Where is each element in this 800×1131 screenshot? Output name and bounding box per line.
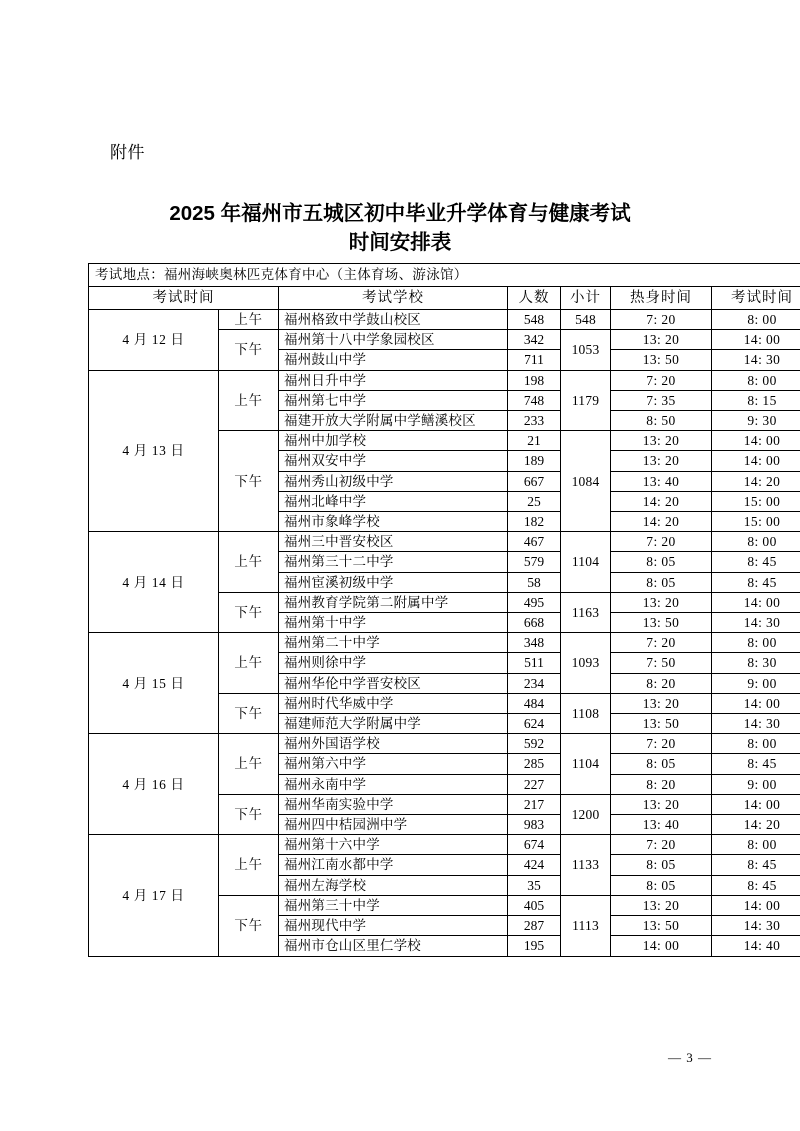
session-period-cell: 上午 bbox=[219, 835, 279, 896]
school-name-cell: 福州日升中学 bbox=[279, 370, 508, 390]
session-period-cell: 上午 bbox=[219, 633, 279, 694]
subtotal-cell: 1179 bbox=[561, 370, 611, 431]
school-name-cell: 福州第十六中学 bbox=[279, 835, 508, 855]
school-name-cell: 福建开放大学附属中学鳝溪校区 bbox=[279, 411, 508, 431]
test-time-cell: 8: 45 bbox=[712, 754, 800, 774]
test-time-cell: 14: 30 bbox=[712, 350, 800, 370]
school-name-cell: 福建师范大学附属中学 bbox=[279, 714, 508, 734]
warmup-time-cell: 13: 50 bbox=[611, 350, 712, 370]
test-time-cell: 9: 00 bbox=[712, 673, 800, 693]
headcount-cell: 182 bbox=[508, 512, 561, 532]
warmup-time-cell: 8: 05 bbox=[611, 875, 712, 895]
headcount-cell: 58 bbox=[508, 572, 561, 592]
test-time-cell: 14: 00 bbox=[712, 592, 800, 612]
subtotal-cell: 1053 bbox=[561, 330, 611, 370]
warmup-time-cell: 8: 05 bbox=[611, 754, 712, 774]
headcount-cell: 667 bbox=[508, 471, 561, 491]
test-time-cell: 8: 00 bbox=[712, 310, 800, 330]
school-name-cell: 福州市象峰学校 bbox=[279, 512, 508, 532]
test-time-cell: 14: 30 bbox=[712, 916, 800, 936]
test-time-cell: 8: 00 bbox=[712, 370, 800, 390]
warmup-time-cell: 13: 40 bbox=[611, 471, 712, 491]
school-name-cell: 福州教育学院第二附属中学 bbox=[279, 592, 508, 612]
warmup-time-cell: 8: 20 bbox=[611, 774, 712, 794]
warmup-time-cell: 7: 20 bbox=[611, 370, 712, 390]
header-test-time: 考试时间 bbox=[712, 287, 800, 310]
subtotal-cell: 1093 bbox=[561, 633, 611, 694]
session-period-cell: 下午 bbox=[219, 794, 279, 834]
school-name-cell: 福州宦溪初级中学 bbox=[279, 572, 508, 592]
headcount-cell: 21 bbox=[508, 431, 561, 451]
test-time-cell: 14: 00 bbox=[712, 794, 800, 814]
headcount-cell: 668 bbox=[508, 613, 561, 633]
subtotal-cell: 1113 bbox=[561, 895, 611, 956]
school-name-cell: 福州双安中学 bbox=[279, 451, 508, 471]
test-time-cell: 8: 45 bbox=[712, 855, 800, 875]
session-period-cell: 上午 bbox=[219, 734, 279, 795]
school-name-cell: 福州四中桔园洲中学 bbox=[279, 815, 508, 835]
test-time-cell: 14: 20 bbox=[712, 815, 800, 835]
test-time-cell: 14: 00 bbox=[712, 895, 800, 915]
warmup-time-cell: 8: 50 bbox=[611, 411, 712, 431]
school-name-cell: 福州第七中学 bbox=[279, 390, 508, 410]
subtotal-cell: 1104 bbox=[561, 532, 611, 593]
school-name-cell: 福州第十八中学象园校区 bbox=[279, 330, 508, 350]
headcount-cell: 424 bbox=[508, 855, 561, 875]
headcount-cell: 511 bbox=[508, 653, 561, 673]
warmup-time-cell: 8: 05 bbox=[611, 572, 712, 592]
headcount-cell: 234 bbox=[508, 673, 561, 693]
session-period-cell: 上午 bbox=[219, 310, 279, 330]
warmup-time-cell: 7: 50 bbox=[611, 653, 712, 673]
test-time-cell: 8: 00 bbox=[712, 532, 800, 552]
school-name-cell: 福州市仓山区里仁学校 bbox=[279, 936, 508, 956]
headcount-cell: 748 bbox=[508, 390, 561, 410]
headcount-cell: 579 bbox=[508, 552, 561, 572]
test-time-cell: 14: 00 bbox=[712, 330, 800, 350]
school-name-cell: 福州现代中学 bbox=[279, 916, 508, 936]
school-name-cell: 福州左海学校 bbox=[279, 875, 508, 895]
warmup-time-cell: 7: 20 bbox=[611, 633, 712, 653]
warmup-time-cell: 13: 40 bbox=[611, 815, 712, 835]
test-time-cell: 8: 00 bbox=[712, 633, 800, 653]
table-row bbox=[89, 734, 800, 754]
exam-date-cell: 4 月 13 日 bbox=[89, 370, 219, 532]
headcount-cell: 233 bbox=[508, 411, 561, 431]
warmup-time-cell: 14: 20 bbox=[611, 512, 712, 532]
page-title bbox=[88, 199, 712, 257]
headcount-cell: 624 bbox=[508, 714, 561, 734]
headcount-cell: 35 bbox=[508, 875, 561, 895]
school-name-cell: 福州北峰中学 bbox=[279, 491, 508, 511]
headcount-cell: 198 bbox=[508, 370, 561, 390]
school-name-cell: 福州第三十中学 bbox=[279, 895, 508, 915]
warmup-time-cell: 8: 05 bbox=[611, 552, 712, 572]
header-warmup-time: 热身时间 bbox=[611, 287, 712, 310]
warmup-time-cell: 13: 50 bbox=[611, 714, 712, 734]
headcount-cell: 495 bbox=[508, 592, 561, 612]
page-number-label: — 3 — bbox=[668, 1050, 712, 1065]
warmup-time-cell: 13: 20 bbox=[611, 592, 712, 612]
table-row bbox=[89, 633, 800, 653]
school-name-cell: 福州秀山初级中学 bbox=[279, 471, 508, 491]
session-period-cell: 下午 bbox=[219, 431, 279, 532]
subtotal-cell: 1084 bbox=[561, 431, 611, 532]
school-name-cell: 福州中加学校 bbox=[279, 431, 508, 451]
headcount-cell: 189 bbox=[508, 451, 561, 471]
school-name-cell: 福州第六中学 bbox=[279, 754, 508, 774]
school-name-cell: 福州第十中学 bbox=[279, 613, 508, 633]
session-period-cell: 下午 bbox=[219, 330, 279, 370]
warmup-time-cell: 13: 20 bbox=[611, 895, 712, 915]
school-name-cell: 福州格致中学鼓山校区 bbox=[279, 310, 508, 330]
school-name-cell: 福州永南中学 bbox=[279, 774, 508, 794]
header-exam-time: 考试时间 bbox=[89, 287, 279, 310]
header-exam-school: 考试学校 bbox=[279, 287, 508, 310]
test-time-cell: 8: 45 bbox=[712, 875, 800, 895]
test-time-cell: 8: 00 bbox=[712, 835, 800, 855]
headcount-cell: 674 bbox=[508, 835, 561, 855]
test-time-cell: 14: 30 bbox=[712, 613, 800, 633]
session-period-cell: 下午 bbox=[219, 895, 279, 956]
subtotal-cell: 1163 bbox=[561, 592, 611, 632]
warmup-time-cell: 8: 05 bbox=[611, 855, 712, 875]
exam-date-cell: 4 月 14 日 bbox=[89, 532, 219, 633]
title-line-2: 时间安排表 bbox=[348, 231, 452, 254]
headcount-cell: 548 bbox=[508, 310, 561, 330]
subtotal-cell: 1133 bbox=[561, 835, 611, 896]
session-period-cell: 上午 bbox=[219, 370, 279, 431]
header-subtotal: 小计 bbox=[561, 287, 611, 310]
headcount-cell: 195 bbox=[508, 936, 561, 956]
attachment-label: 附件 bbox=[110, 143, 145, 162]
headcount-cell: 285 bbox=[508, 754, 561, 774]
exam-schedule-table bbox=[88, 263, 800, 957]
table-row bbox=[89, 532, 800, 552]
test-time-cell: 8: 45 bbox=[712, 572, 800, 592]
school-name-cell: 福州三中晋安校区 bbox=[279, 532, 508, 552]
test-time-cell: 8: 15 bbox=[712, 390, 800, 410]
test-time-cell: 14: 20 bbox=[712, 471, 800, 491]
test-time-cell: 8: 00 bbox=[712, 734, 800, 754]
headcount-cell: 405 bbox=[508, 895, 561, 915]
warmup-time-cell: 7: 20 bbox=[611, 310, 712, 330]
test-time-cell: 14: 00 bbox=[712, 693, 800, 713]
headcount-cell: 227 bbox=[508, 774, 561, 794]
headcount-cell: 592 bbox=[508, 734, 561, 754]
test-time-cell: 14: 30 bbox=[712, 714, 800, 734]
test-time-cell: 14: 00 bbox=[712, 451, 800, 471]
headcount-cell: 983 bbox=[508, 815, 561, 835]
warmup-time-cell: 8: 20 bbox=[611, 673, 712, 693]
headcount-cell: 287 bbox=[508, 916, 561, 936]
warmup-time-cell: 7: 20 bbox=[611, 734, 712, 754]
headcount-cell: 348 bbox=[508, 633, 561, 653]
school-name-cell: 福州第二十中学 bbox=[279, 633, 508, 653]
warmup-time-cell: 14: 20 bbox=[611, 491, 712, 511]
header-headcount: 人数 bbox=[508, 287, 561, 310]
exam-date-cell: 4 月 12 日 bbox=[89, 310, 219, 371]
warmup-time-cell: 13: 50 bbox=[611, 613, 712, 633]
table-row bbox=[89, 310, 800, 330]
headcount-cell: 484 bbox=[508, 693, 561, 713]
warmup-time-cell: 13: 20 bbox=[611, 451, 712, 471]
session-period-cell: 上午 bbox=[219, 532, 279, 593]
warmup-time-cell: 13: 50 bbox=[611, 916, 712, 936]
test-time-cell: 9: 00 bbox=[712, 774, 800, 794]
headcount-cell: 25 bbox=[508, 491, 561, 511]
table-header-row bbox=[89, 287, 800, 310]
warmup-time-cell: 13: 20 bbox=[611, 693, 712, 713]
warmup-time-cell: 14: 00 bbox=[611, 936, 712, 956]
exam-date-cell: 4 月 16 日 bbox=[89, 734, 219, 835]
warmup-time-cell: 7: 35 bbox=[611, 390, 712, 410]
school-name-cell: 福州时代华威中学 bbox=[279, 693, 508, 713]
title-line-1: 2025 年福州市五城区初中毕业升学体育与健康考试 bbox=[169, 202, 631, 225]
test-time-cell: 8: 30 bbox=[712, 653, 800, 673]
table-row bbox=[89, 835, 800, 855]
venue-row bbox=[89, 264, 800, 287]
subtotal-cell: 1104 bbox=[561, 734, 611, 795]
test-time-cell: 15: 00 bbox=[712, 512, 800, 532]
warmup-time-cell: 7: 20 bbox=[611, 532, 712, 552]
subtotal-cell: 1200 bbox=[561, 794, 611, 834]
warmup-time-cell: 7: 20 bbox=[611, 835, 712, 855]
test-time-cell: 8: 45 bbox=[712, 552, 800, 572]
exam-date-cell: 4 月 15 日 bbox=[89, 633, 219, 734]
warmup-time-cell: 13: 20 bbox=[611, 794, 712, 814]
subtotal-cell: 548 bbox=[561, 310, 611, 330]
school-name-cell: 福州江南水都中学 bbox=[279, 855, 508, 875]
session-period-cell: 下午 bbox=[219, 592, 279, 632]
subtotal-cell: 1108 bbox=[561, 693, 611, 733]
school-name-cell: 福州则徐中学 bbox=[279, 653, 508, 673]
school-name-cell: 福州第三十二中学 bbox=[279, 552, 508, 572]
session-period-cell: 下午 bbox=[219, 693, 279, 733]
table-row bbox=[89, 370, 800, 390]
headcount-cell: 467 bbox=[508, 532, 561, 552]
school-name-cell: 福州鼓山中学 bbox=[279, 350, 508, 370]
warmup-time-cell: 13: 20 bbox=[611, 431, 712, 451]
test-time-cell: 14: 40 bbox=[712, 936, 800, 956]
headcount-cell: 217 bbox=[508, 794, 561, 814]
test-time-cell: 14: 00 bbox=[712, 431, 800, 451]
venue-label: 考试地点：福州海峡奥林匹克体育中心（主体育场、游泳馆） bbox=[89, 264, 800, 287]
test-time-cell: 15: 00 bbox=[712, 491, 800, 511]
headcount-cell: 342 bbox=[508, 330, 561, 350]
school-name-cell: 福州华南实验中学 bbox=[279, 794, 508, 814]
warmup-time-cell: 13: 20 bbox=[611, 330, 712, 350]
test-time-cell: 9: 30 bbox=[712, 411, 800, 431]
exam-date-cell: 4 月 17 日 bbox=[89, 835, 219, 956]
school-name-cell: 福州华伦中学晋安校区 bbox=[279, 673, 508, 693]
school-name-cell: 福州外国语学校 bbox=[279, 734, 508, 754]
headcount-cell: 711 bbox=[508, 350, 561, 370]
